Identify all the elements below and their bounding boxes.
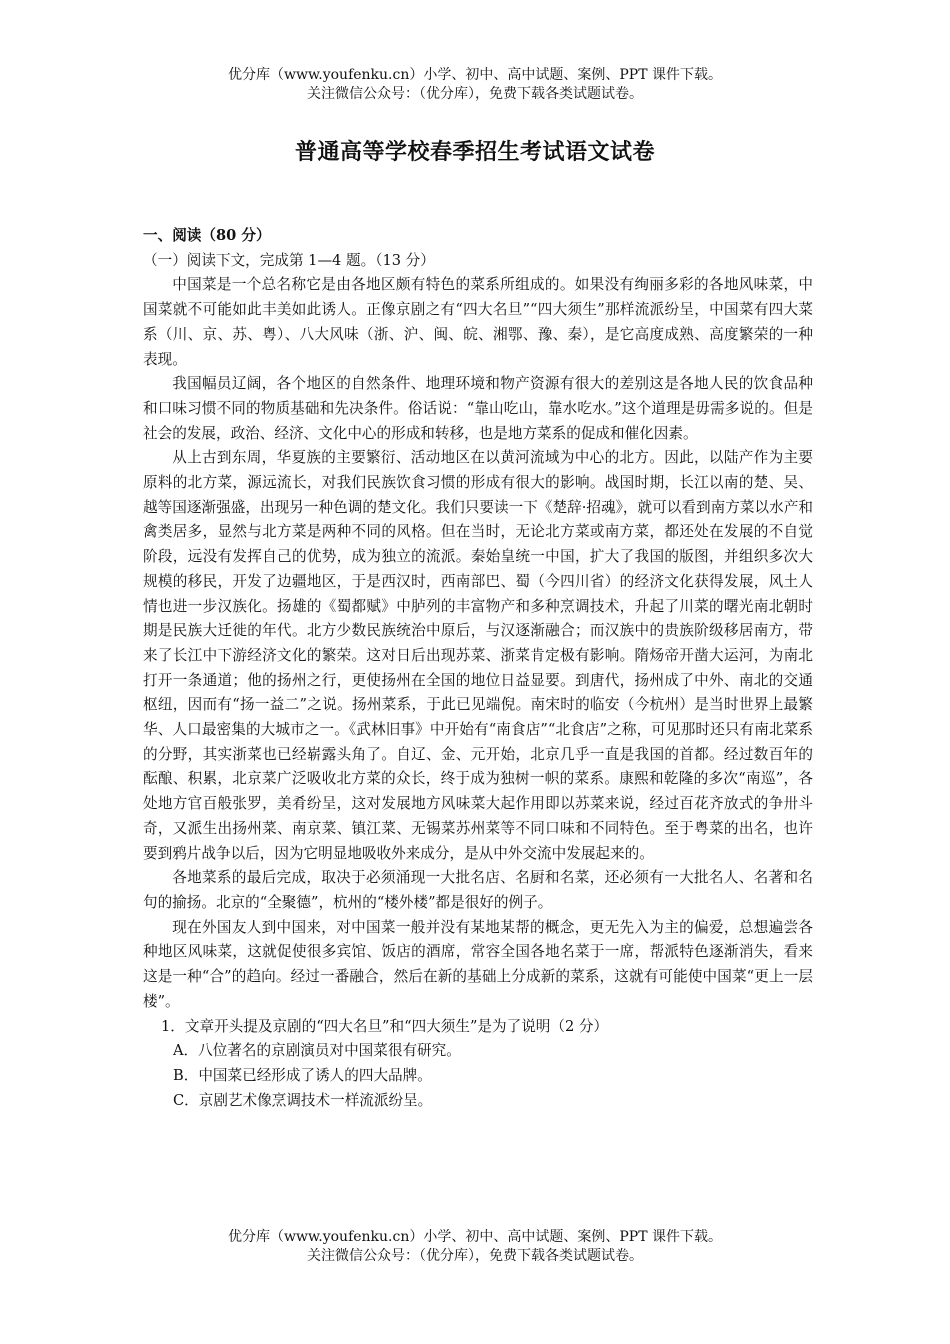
question-1-option-b: B．中国菜已经形成了诱人的四大品牌。 <box>173 1066 432 1084</box>
sub-heading: （一）阅读下文，完成第 1—4 题。（13 分） <box>143 251 435 269</box>
exam-body <box>143 224 813 1113</box>
page-header <box>0 66 950 104</box>
paragraph-4: 各地菜系的最后完成，取决于必须涌现一大批名店、名厨和名菜，还必须有一大批名人、名著和名句的揄扬。北京的“全聚德”，杭州的“楼外楼”都是很好的例子。 <box>143 869 813 911</box>
header-line-2: 关注微信公众号：（优分库），免费下载各类试题试卷。 <box>307 86 643 102</box>
page-title: 普通高等学校春季招生考试语文试卷 <box>294 139 655 165</box>
header-line-1: 优分库（www.youfenku.cn）小学、初中、高中试题、案例、PPT 课件下载。 <box>227 67 722 83</box>
page-footer <box>0 1228 950 1266</box>
question-1-stem: 1．文章开头提及京剧的“四大名旦”和“四大须生”是为了说明（2 分） <box>161 1017 609 1035</box>
question-1-option-c: C．京剧艺术像烹调技术一样流派纷呈。 <box>173 1091 433 1109</box>
paragraph-5: 现在外国友人到中国来，对中国菜一般并没有某地某帮的概念，更无先入为主的偏爱，总想遍尝各种地区风味菜，这就促使很多宾馆、饭店的酒席，常容全国各地名菜于一席，帮派特色逐渐消失，看来这是一种“合”的趋向。经过一番融合，然后在新的基础上分成新的菜系，这就有可能使中国菜“更上一层楼”。 <box>143 918 813 1010</box>
paragraph-3: 从上古到东周，华夏族的主要繁衍、活动地区在以黄河流域为中心的北方。因此，以陆产作为主要原料的北方菜，源远流长，对我们民族饮食习惯的形成有很大的影响。战国时期，长江以南的楚、吴、越等国逐渐强盛，出现另一种色调的楚文化。我们只要读一下《楚辞·招魂》，就可以看到南方菜以水产和禽类居多，显然与北方菜是两种不同的风格。但在当时，无论北方菜或南方菜，都还处在发展的不自觉阶段，远没有发挥自己的优势，成为独立的流派。秦始皇统一中国，扩大了我国的版图，并组织多次大规模的移民，开发了边疆地区，于是西汉时，西南部巴、蜀（今四川省）的经济文化获得发展，风土人情也进一步汉族化。扬雄的《蜀都赋》中胪列的丰富物产和多种烹调技术，升起了川菜的曙光南北朝时期是民族大迁徙的年代。北方少数民族统治中原后，与汉逐渐融合；而汉族中的贵族阶级移居南方，带来了长江中下游经济文化的繁荣。这对日后出现苏菜、浙菜肯定极有影响。隋炀帝开凿大运河，为南北打开一条通道；他的扬州之行，更使扬州在全国的地位日益显要。到唐代，扬州成了中外、南北的交通枢纽，因而有“扬一益二”之说。扬州菜系，于此已见端倪。南宋时的临安（今杭州）是当时世界上最繁华、人口最密集的大城市之一。《武林旧事》中开始有“南食店”“北食店”之称，可见那时还只有南北菜系的分野，其实浙菜也已经崭露头角了。自辽、金、元开始，北京几乎一直是我国的首都。经过数百年的酝酿、积累，北京菜广泛吸收北方菜的众长，终于成为独树一帜的菜系。康熙和乾隆的多次“南巡”，各处地方官百般张罗，美肴纷呈，这对发展地方风味菜大起作用即以苏菜来说，经过百花齐放式的争卅斗奇，又派生出扬州菜、南京菜、镇江菜、无锡菜苏州菜等不同口味和不同特色。至于粤菜的出名，也许要到鸦片战争以后，因为它明显地吸收外来成分，是从中外交流中发展起来的。 <box>143 449 813 862</box>
paragraph-1: 中国菜是一个总名称它是由各地区颇有特色的菜系所组成的。如果没有绚丽多彩的各地风味菜，中国菜就不可能如此丰美如此诱人。正像京剧之有“四大名旦”“四大须生”那样流派纷呈，中国菜有四大菜系（川、京、苏、粤）、八大风味（浙、沪、闽、皖、湘鄂、豫、秦），是它高度成熟、高度繁荣的一种表现。 <box>143 276 813 368</box>
question-1-option-a: A．八位著名的京剧演员对中国菜很有研究。 <box>173 1042 461 1060</box>
footer-line-1: 优分库（www.youfenku.cn）小学、初中、高中试题、案例、PPT 课件下载。 <box>227 1229 722 1245</box>
footer-line-2: 关注微信公众号：（优分库），免费下载各类试题试卷。 <box>307 1248 643 1264</box>
section-heading: 一、阅读（80 分） <box>143 227 271 244</box>
paragraph-2: 我国幅员辽阔，各个地区的自然条件、地理环境和物产资源有很大的差别这是各地人民的饮食品种和口味习惯不同的物质基础和先决条件。俗话说：“靠山吃山，靠水吃水。”这个道理是毋需多说的。但是社会的发展，政治、经济、文化中心的形成和转移，也是地方菜系的促成和催化因素。 <box>143 375 813 442</box>
